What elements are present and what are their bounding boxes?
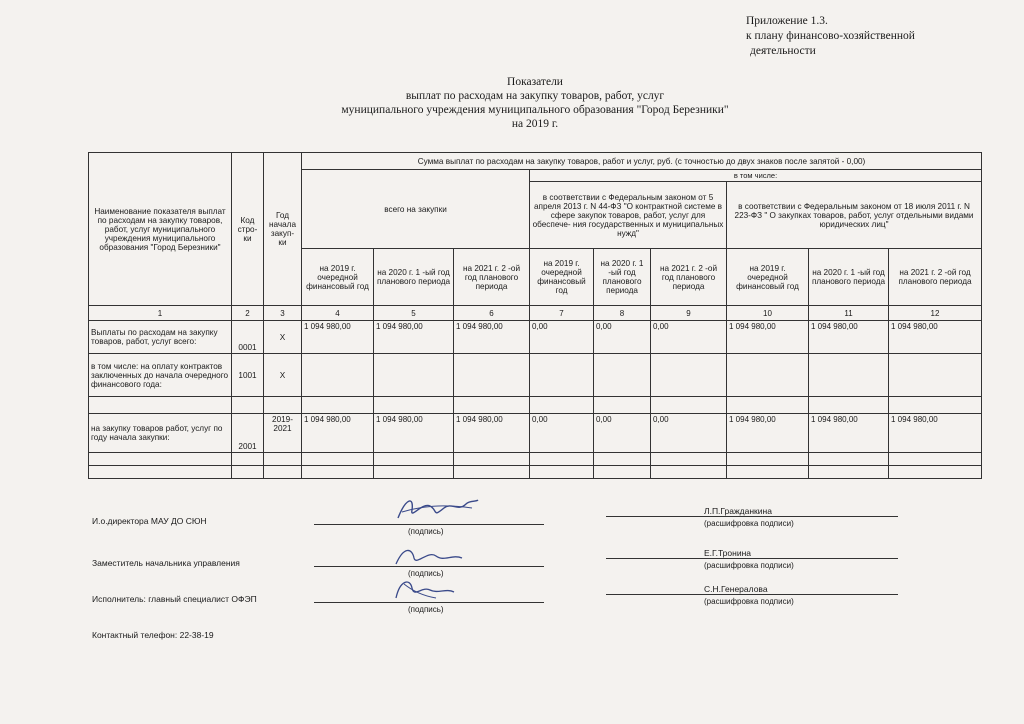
row-year: 2019-2021	[264, 414, 302, 453]
row-year: Х	[264, 321, 302, 354]
table-row-empty	[89, 397, 982, 414]
signature-line	[314, 566, 544, 567]
signature-line	[314, 602, 544, 603]
col-number: 9	[651, 306, 727, 321]
period-header: на 2019 г. очередной финансовый год	[727, 249, 809, 306]
row-value: 0,00	[530, 414, 594, 453]
row-value: 0,00	[594, 321, 651, 354]
payments-table	[88, 152, 982, 479]
col-number: 11	[809, 306, 889, 321]
row-name: в том числе: на оплату контрактов заключенных до начала очередного финансового года:	[89, 354, 232, 397]
name-line	[606, 516, 898, 517]
period-header: на 2020 г. 1 -ый год планового периода	[594, 249, 651, 306]
row-value: 0,00	[594, 414, 651, 453]
row-name: Выплаты по расходам на закупку товаров, работ, услуг всего:	[89, 321, 232, 354]
row-value: 1 094 980,00	[809, 321, 889, 354]
table-row	[89, 321, 982, 354]
row-value	[302, 354, 374, 397]
period-header: на 2021 г. 2 -ой год планового периода	[889, 249, 982, 306]
row-code: 0001	[232, 321, 264, 354]
signer-name: Л.П.Гражданкина	[704, 506, 772, 516]
signer-name: Е.Г.Тронина	[704, 548, 751, 558]
col-number: 7	[530, 306, 594, 321]
name-caption: (расшифровка подписи)	[704, 519, 794, 528]
table-row	[89, 354, 982, 397]
appendix-note	[746, 14, 915, 59]
row-value: 1 094 980,00	[302, 321, 374, 354]
sum-header: Сумма выплат по расходам на закупку товаров, работ и услуг, руб. (с точностью до двух знаков после запятой - 0,00)	[302, 153, 982, 170]
col-number: 2	[232, 306, 264, 321]
row-value	[530, 354, 594, 397]
col-code-header: Код стро- ки	[232, 153, 264, 306]
appendix-line-2: к плану финансово-хозяйственной	[746, 30, 915, 42]
row-value	[727, 354, 809, 397]
col-number: 8	[594, 306, 651, 321]
row-value: 0,00	[651, 321, 727, 354]
col-number: 6	[454, 306, 530, 321]
appendix-line-3: деятельности	[750, 45, 816, 57]
row-value: 1 094 980,00	[809, 414, 889, 453]
period-header: на 2019 г. очередной финансовый год	[302, 249, 374, 306]
heading-line-1: Показатели	[507, 76, 563, 88]
handwritten-signature	[388, 542, 478, 572]
table-row-empty	[89, 453, 982, 466]
signature-caption: (подпись)	[408, 605, 444, 614]
col-number: 10	[727, 306, 809, 321]
row-value	[454, 354, 530, 397]
signer-role: Исполнитель: главный специалист ОФЭП	[92, 594, 257, 604]
appendix-line-1: Приложение 1.3.	[746, 15, 828, 27]
row-code: 1001	[232, 354, 264, 397]
col-number: 1	[89, 306, 232, 321]
column-number-row	[89, 306, 982, 321]
row-value	[374, 354, 454, 397]
group-223-header: в соответствии с Федеральным законом от 18 июля 2011 г. N 223-ФЗ " О закупках товаров, работ, услуг отдельными видами юридических лиц"	[727, 182, 982, 249]
period-header: на 2020 г. 1 -ый год планового периода	[374, 249, 454, 306]
name-line	[606, 594, 898, 595]
document-heading	[300, 75, 770, 131]
col-year-header: Год начала закуп- ки	[264, 153, 302, 306]
row-name: на закупку товаров работ, услуг по году начала закупки:	[89, 414, 232, 453]
col-number: 3	[264, 306, 302, 321]
col-number: 12	[889, 306, 982, 321]
row-year: Х	[264, 354, 302, 397]
row-code: 2001	[232, 414, 264, 453]
period-header: на 2021 г. 2 -ой год планового периода	[454, 249, 530, 306]
row-value: 1 094 980,00	[374, 321, 454, 354]
period-header: на 2020 г. 1 -ый год планового периода	[809, 249, 889, 306]
row-value: 1 094 980,00	[454, 321, 530, 354]
including-header: в том числе:	[530, 170, 982, 182]
name-line	[606, 558, 898, 559]
row-value: 1 094 980,00	[302, 414, 374, 453]
contact-phone: Контактный телефон: 22-38-19	[92, 630, 214, 640]
row-value	[594, 354, 651, 397]
row-value: 1 094 980,00	[727, 321, 809, 354]
heading-line-4: на 2019 г.	[511, 118, 559, 130]
name-caption: (расшифровка подписи)	[704, 597, 794, 606]
heading-line-3: муниципального учреждения муниципального образования "Город Березники"	[341, 104, 729, 116]
handwritten-signature	[392, 492, 482, 526]
signature-caption: (подпись)	[408, 569, 444, 578]
row-value	[809, 354, 889, 397]
row-value: 0,00	[651, 414, 727, 453]
row-value: 1 094 980,00	[374, 414, 454, 453]
row-value: 0,00	[530, 321, 594, 354]
period-header: на 2019 г. очередной финансовый год	[530, 249, 594, 306]
heading-line-2: выплат по расходам на закупку товаров, работ, услуг	[405, 90, 665, 102]
row-value: 1 094 980,00	[889, 321, 982, 354]
name-caption: (расшифровка подписи)	[704, 561, 794, 570]
period-header: на 2021 г. 2 -ой год планового периода	[651, 249, 727, 306]
group-44-header: в соответствии с Федеральным законом от 5 апреля 2013 г. N 44-ФЗ "О контрактной системе в сфере закупок товаров, работ, услуг для обеспече- ния государственных и муниципальных нужд"	[530, 182, 727, 249]
table-row	[89, 414, 982, 453]
table-row-empty	[89, 466, 982, 479]
signer-role: И.о.директора МАУ ДО СЮН	[92, 516, 207, 526]
group-all-header: всего на закупки	[302, 170, 530, 249]
row-value: 1 094 980,00	[889, 414, 982, 453]
col-number: 5	[374, 306, 454, 321]
row-value	[651, 354, 727, 397]
signature-caption: (подпись)	[408, 527, 444, 536]
signer-role: Заместитель начальника управления	[92, 558, 240, 568]
signature-line	[314, 524, 544, 525]
signer-name: С.Н.Генералова	[704, 584, 768, 594]
col-number: 4	[302, 306, 374, 321]
col-name-header: Наименование показателя выплат по расходам на закупку товаров, работ, услуг муниципального учреждения муниципального образования "Город Березники"	[89, 153, 232, 306]
row-value: 1 094 980,00	[454, 414, 530, 453]
row-value: 1 094 980,00	[727, 414, 809, 453]
row-value	[889, 354, 982, 397]
